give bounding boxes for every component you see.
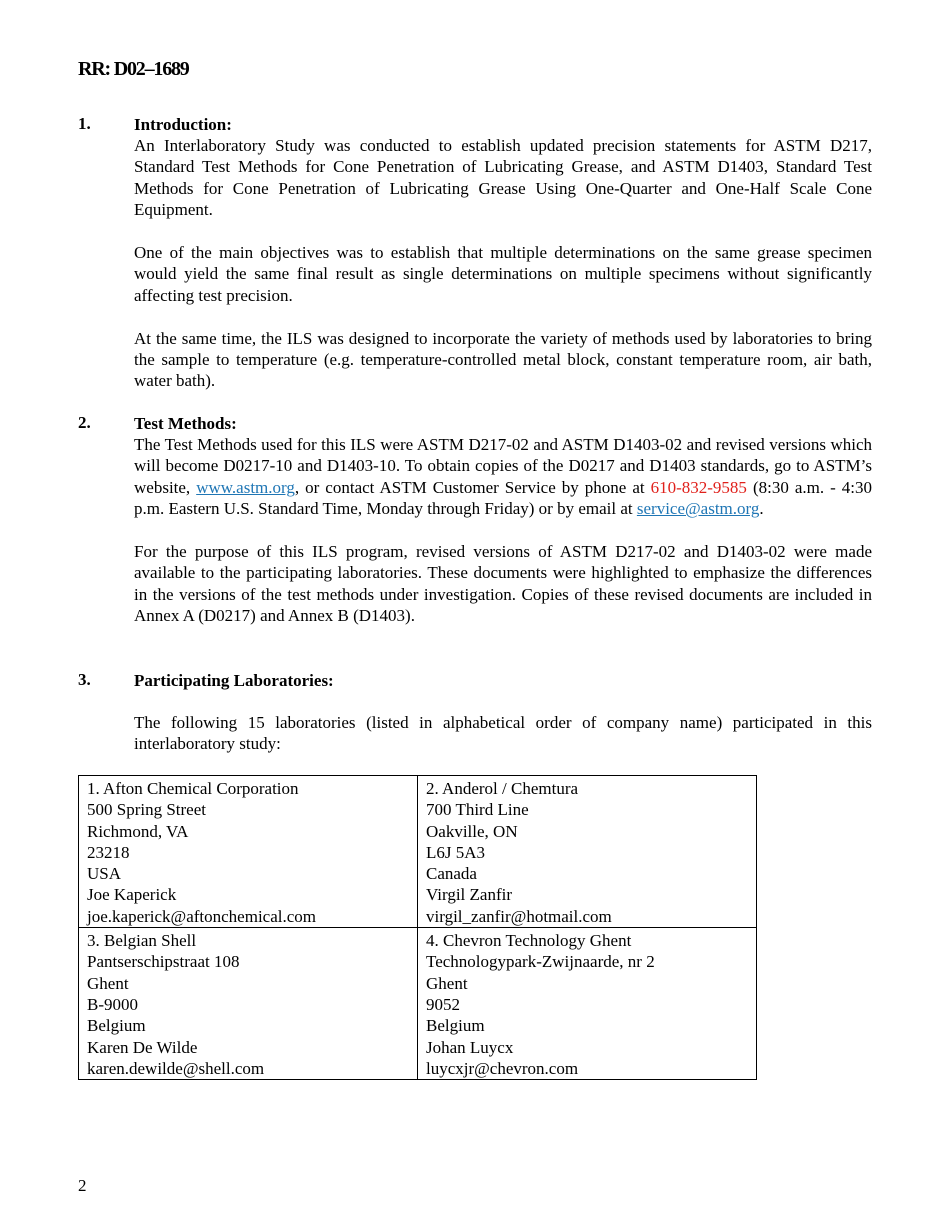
section-test-methods xyxy=(78,413,872,627)
lab-name: 2. Anderol / Chemtura xyxy=(426,779,579,798)
lab-country: USA xyxy=(87,864,122,884)
astm-website-link[interactable]: www.astm.org xyxy=(196,477,295,497)
lab-cell xyxy=(418,928,757,1080)
document-id: RR: D02–1689 xyxy=(78,58,189,80)
methods-paragraph-1: The Test Methods used for this ILS were ASTM D217-02 and ASTM D1403-02 and revised versions which will become D0217-10 and D1403-10. To obtain copies of the D0217 and D1403 standards, go to ASTM’s website, www.astm.org, or contact ASTM Customer Service by phone at 610-832-9585 (8:30 a.m. - 4:30 p.m. Eastern U.S. Standard Time, Monday through Friday) or by email at service@astm.org. xyxy=(134,435,872,519)
section-heading: Introduction: xyxy=(134,115,232,134)
lab-contact: Karen De Wilde xyxy=(87,1037,198,1057)
page-number: 2 xyxy=(78,1176,87,1195)
lab-country: Belgium xyxy=(87,1016,146,1036)
table-row xyxy=(79,928,757,1080)
lab-street: 700 Third Line xyxy=(426,800,529,820)
lab-contact: Virgil Zanfir xyxy=(426,885,513,905)
section-heading: Participating Laboratories: xyxy=(134,671,334,690)
lab-city: Ghent xyxy=(87,973,129,993)
section-introduction xyxy=(78,114,872,392)
lab-postcode: L6J 5A3 xyxy=(426,842,486,862)
lab-contact: Joe Kaperick xyxy=(87,885,177,905)
lab-name: 1. Afton Chemical Corporation xyxy=(87,779,299,798)
lab-postcode: B-9000 xyxy=(87,994,138,1014)
lab-country: Canada xyxy=(426,864,477,884)
lab-name: 4. Chevron Technology Ghent xyxy=(426,931,632,951)
lab-street: Technologypark-Zwijnaarde, nr 2 xyxy=(426,952,655,972)
lab-cell xyxy=(79,928,418,1080)
methods-paragraph-2: For the purpose of this ILS program, revised versions of ASTM D217-02 and D1403-02 were made available to the participating laboratories. These documents were highlighted to emphasize the differences in the versions of the test methods under investigation. Copies of these revised documents are included in Annex A (D0217) and Annex B (D1403). xyxy=(134,542,872,626)
lab-street: Pantserschipstraat 108 xyxy=(87,952,240,972)
lab-city: Ghent xyxy=(426,973,468,993)
labs-intro-paragraph: The following 15 laboratories (listed in alphabetical order of company name) participated in this interlaboratory study: xyxy=(134,713,872,754)
lab-city: Richmond, VA xyxy=(87,821,189,841)
lab-street: 500 Spring Street xyxy=(87,800,206,820)
lab-postcode: 23218 xyxy=(87,842,130,862)
astm-email-link[interactable]: service@astm.org xyxy=(636,499,760,519)
table-row xyxy=(79,776,757,928)
lab-contact: Johan Luycx xyxy=(426,1037,514,1057)
lab-country: Belgium xyxy=(426,1016,485,1036)
laboratory-table xyxy=(78,775,757,1080)
lab-email: karen.dewilde@shell.com xyxy=(87,1058,265,1078)
section-participating-labs xyxy=(78,670,872,755)
lab-cell xyxy=(418,776,757,928)
intro-paragraph-3: At the same time, the ILS was designed to incorporate the variety of methods used by laboratories to bring the sample to temperature (e.g. temperature-controlled metal block, constant temperature room, air bath, water bath). xyxy=(134,328,872,391)
lab-email: luycxjr@chevron.com xyxy=(426,1058,579,1078)
lab-cell xyxy=(79,776,418,928)
intro-paragraph-1: An Interlaboratory Study was conducted to establish updated precision statements for ASTM D217, Standard Test Methods for Cone Penetration of Lubricating Grease, and ASTM D1403, Standard Test Methods for Cone Penetration of Lubricating Grease Using One-Quarter and One-Half Scale Cone Equipment. xyxy=(134,136,872,220)
lab-postcode: 9052 xyxy=(426,994,460,1014)
intro-paragraph-2: One of the main objectives was to establish that multiple determinations on the same grease specimen would yield the same final result as single determinations on multiple specimens without significantly affecting test precision. xyxy=(134,243,872,305)
section-heading: Test Methods: xyxy=(134,414,237,433)
lab-email: joe.kaperick@aftonchemical.com xyxy=(87,906,316,926)
section-number: 2. xyxy=(78,413,91,432)
section-number: 1. xyxy=(78,114,91,133)
astm-phone-link[interactable]: 610-832-9585 xyxy=(650,477,747,497)
lab-city: Oakville, ON xyxy=(426,821,518,841)
lab-name: 3. Belgian Shell xyxy=(87,931,197,951)
section-number: 3. xyxy=(78,670,91,689)
lab-email: virgil_zanfir@hotmail.com xyxy=(426,906,612,926)
